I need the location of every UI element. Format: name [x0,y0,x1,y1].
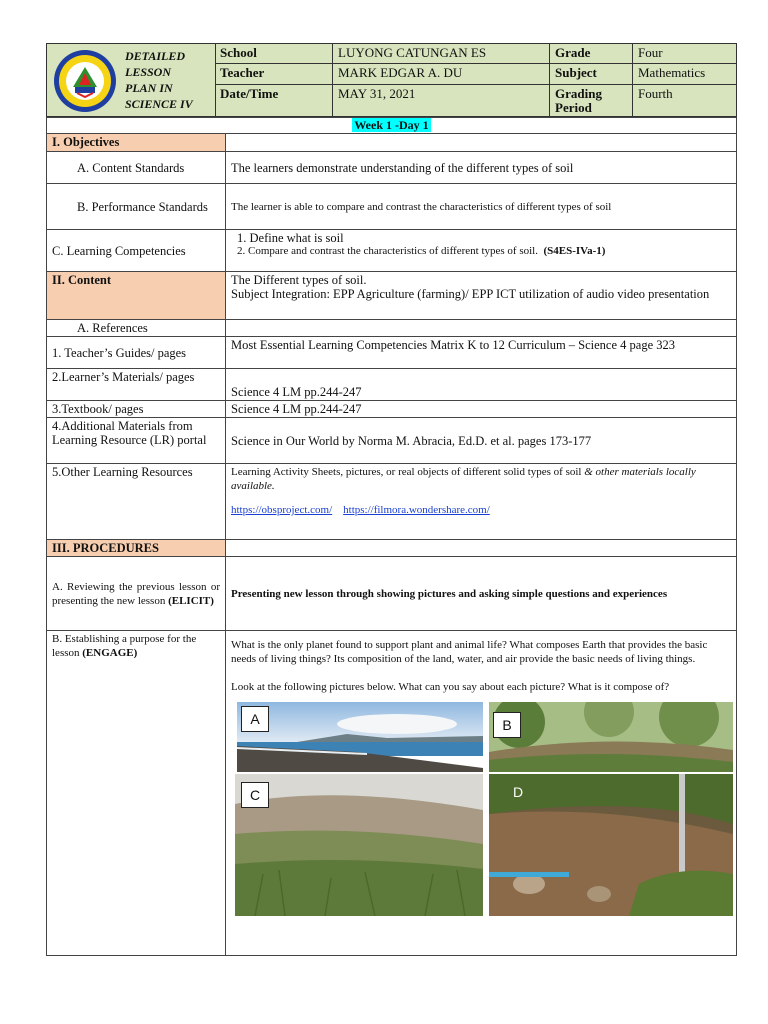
competency-item: 1. Define what is soil [237,231,344,245]
learning-competencies-label: C. Learning Competencies [47,230,226,272]
teacher-label: Teacher [215,64,333,85]
grade-value: Four [633,44,736,64]
picture-label: B [493,712,521,738]
date-label: Date/Time [215,85,333,116]
additional-materials-label: 4.Additional Materials from Learning Resource (LR) portal [47,418,226,464]
subject-label: Subject [550,64,633,85]
teachers-guide-row [47,337,737,369]
learning-competencies-row [47,230,737,272]
textbook-row [47,401,737,418]
picture-label: D [512,784,524,800]
picture-a [237,702,483,772]
performance-standards-value: The learner is able to compare and contrast the characteristics of different types of soil [226,184,737,230]
soil-pictures [231,702,731,916]
engage-paragraph: What is the only planet found to support plant and animal life? What composes Earth that provides the basic needs of living things? Its composition of the land, water, and air provide the basic needs of living things. [231,639,708,665]
teacher-value: MARK EDGAR A. DU [333,64,550,85]
lesson-table [46,117,737,956]
picture-label: A [241,706,269,732]
content-line: The Different types of soil. [231,273,367,287]
picture-c [235,774,483,916]
elicit-row [47,557,737,631]
obsproject-link[interactable]: https://obsproject.com/ [231,504,333,516]
references-row [47,320,737,337]
content-row [47,272,737,320]
title-line: LESSON [125,65,172,79]
picture-b [489,702,733,772]
content-heading: II. Content [47,272,226,320]
other-resources-row [47,464,737,540]
school-value: LUYONG CATUNGAN ES [333,44,550,64]
content-standards-row [47,152,737,184]
engage-row [47,631,737,956]
engage-value [226,631,737,956]
week-row [47,118,737,134]
elicit-label-text: A. Reviewing the previous lesson or presenting the new lesson [52,580,220,607]
grading-period-label: Grading Period [550,85,633,116]
additional-materials-value: Science in Our World by Norma M. Abracia, Ed.D. et al. pages 173-177 [226,418,737,464]
engage-label-text: B. Establishing a purpose for the lesson [52,633,197,659]
school-logo [53,49,117,113]
objectives-heading: I. Objectives [47,134,226,152]
lesson-plan-title [125,48,215,112]
elicit-tag: (ELICIT) [168,594,214,607]
procedures-heading: III. PROCEDURES [47,540,226,557]
grading-period-value: Fourth [638,86,673,101]
additional-materials-row [47,418,737,464]
header-block [46,43,737,117]
engage-paragraph: Look at the following pictures below. What can you say about each picture? What is it compose of? [231,681,670,693]
title-line: PLAN IN [125,81,173,95]
textbook-label: 3.Textbook/ pages [47,401,226,418]
performance-standards-row [47,184,737,230]
week-label: Week 1 -Day 1 [354,118,429,132]
title-line: SCIENCE IV [125,97,193,111]
title-line: DETAILED [125,49,186,63]
subject-value: Mathematics [633,64,736,85]
engage-label [47,631,226,956]
competency-item [231,245,731,258]
filmora-link[interactable]: https://filmora.wondershare.com/ [343,504,490,516]
learners-materials-row [47,369,737,401]
other-resources-value [226,464,737,540]
teachers-guide-value: Most Essential Learning Competencies Matrix K to 12 Curriculum – Science 4 page 323 [226,337,737,369]
other-resources-label: 5.Other Learning Resources [47,464,226,540]
learners-materials-label: 2.Learner’s Materials/ pages [47,369,226,401]
references-heading: A. References [47,320,226,337]
procedures-row [47,540,737,557]
content-standards-label: A. Content Standards [47,152,226,184]
objectives-row [47,134,737,152]
picture-d [489,774,733,916]
competency-text: 2. Compare and contrast the characteristics of different types of soil. [237,245,538,257]
date-value: MAY 31, 2021 [333,85,550,116]
textbook-value: Science 4 LM pp.244-247 [226,401,737,418]
school-label: School [215,44,333,64]
content-standards-value: The learners demonstrate understanding of the different types of soil [226,152,737,184]
performance-standards-label: B. Performance Standards [47,184,226,230]
learning-competencies-value [226,230,737,272]
learners-materials-value: Science 4 LM pp.244-247 [226,369,737,401]
elicit-label [47,557,226,631]
content-value [226,272,737,320]
competency-code: (S4ES-IVa-1) [543,245,606,257]
teachers-guide-label: 1. Teacher’s Guides/ pages [47,337,226,369]
logo-cell [47,44,216,116]
engage-tag: (ENGAGE) [82,647,138,659]
elicit-value: Presenting new lesson through showing pictures and asking simple questions and experiences [226,557,737,631]
content-line: Subject Integration: EPP Agriculture (farming)/ EPP ICT utilization of audio video presentation [231,287,710,301]
picture-label: C [241,782,269,808]
other-resources-italic: & other materials locally available. [231,466,696,492]
other-resources-text: Learning Activity Sheets, pictures, or real objects of different solid types of soil [231,466,582,478]
grade-label: Grade [550,44,633,64]
